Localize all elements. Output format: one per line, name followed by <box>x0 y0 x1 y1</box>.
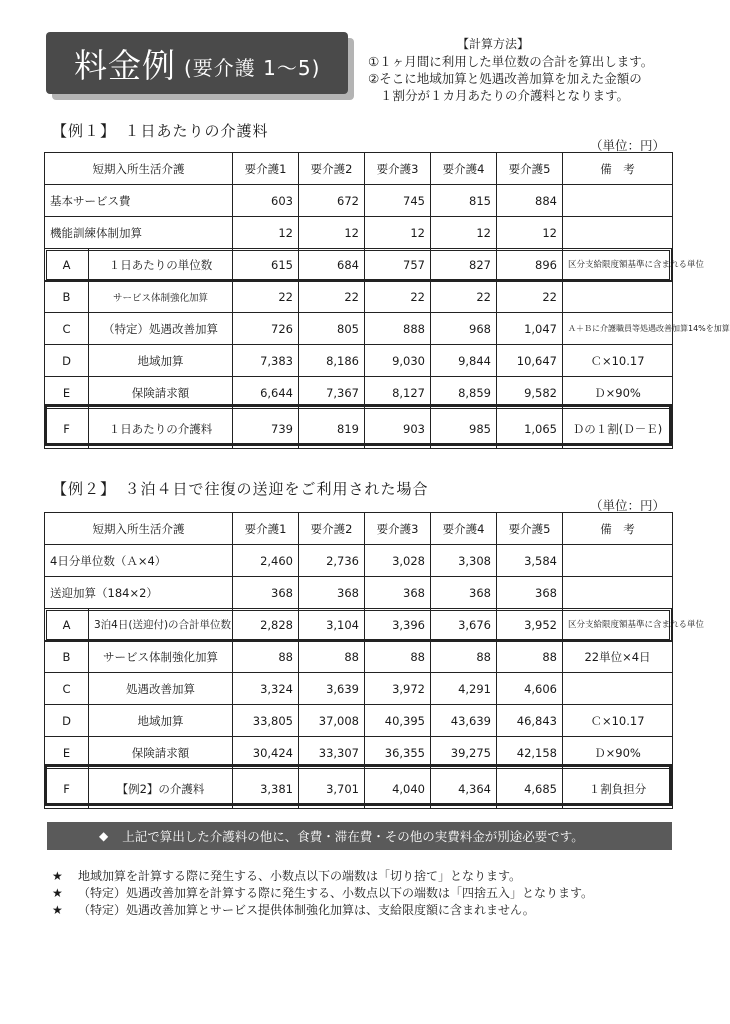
column-header: 要介護5 <box>497 153 563 185</box>
cell-value: 33,805 <box>233 705 299 737</box>
table-row <box>45 609 673 641</box>
cell-value: 88 <box>497 641 563 673</box>
row-code: D <box>45 345 89 377</box>
row-label: 地域加算 <box>89 345 233 377</box>
row-label: 【例2】の介護料 <box>89 769 233 809</box>
row-note <box>563 185 673 217</box>
table-row <box>45 313 673 345</box>
cell-value: 39,275 <box>431 737 497 769</box>
cell-value: 603 <box>233 185 299 217</box>
table-row <box>45 769 673 809</box>
cell-value: 88 <box>365 641 431 673</box>
footnote <box>52 902 593 919</box>
table-row <box>45 673 673 705</box>
footnote-text: （特定）処遇改善加算とサービス提供体制強化加算は、支給限度額に含まれません。 <box>78 903 535 917</box>
cell-value: 368 <box>299 577 365 609</box>
row-note: Ｃ×10.17 <box>563 345 673 377</box>
row-note <box>563 577 673 609</box>
footnote <box>52 868 593 885</box>
column-header: 要介護2 <box>299 153 365 185</box>
row-label: 保険請求額 <box>89 737 233 769</box>
cell-value: 3,308 <box>431 545 497 577</box>
footnote <box>52 885 593 902</box>
example1-table <box>44 152 730 449</box>
row-code: F <box>45 769 89 809</box>
cell-value: 12 <box>233 217 299 249</box>
cell-value: 4,685 <box>497 769 563 809</box>
cell-value: 903 <box>365 409 431 449</box>
cell-value: 4,040 <box>365 769 431 809</box>
row-code: F <box>45 409 89 449</box>
title-main: 料金例 <box>74 45 176 85</box>
column-header: 要介護4 <box>431 153 497 185</box>
column-header: 要介護4 <box>431 513 497 545</box>
column-header: 短期入所生活介護 <box>45 153 233 185</box>
row-label: １日あたりの単位数 <box>89 249 233 281</box>
cell-value: 43,639 <box>431 705 497 737</box>
table-row <box>45 737 673 769</box>
column-header: 短期入所生活介護 <box>45 513 233 545</box>
cell-value: 368 <box>497 577 563 609</box>
row-note: 区分支給限度額基準に含まれる単位 <box>563 249 673 281</box>
table-row <box>45 409 673 449</box>
cell-value: 815 <box>431 185 497 217</box>
cell-value: 3,028 <box>365 545 431 577</box>
row-note <box>563 217 673 249</box>
example1-title: 【例１】 １日あたりの介護料 <box>52 122 269 140</box>
cell-value: 615 <box>233 249 299 281</box>
cell-value: 88 <box>299 641 365 673</box>
cell-value: 3,972 <box>365 673 431 705</box>
cell-value: 7,383 <box>233 345 299 377</box>
calc-heading: 【計算方法】 <box>456 37 529 51</box>
cell-value: 22 <box>431 281 497 313</box>
column-header: 要介護1 <box>233 513 299 545</box>
cell-value: 745 <box>365 185 431 217</box>
star-icon: ★ <box>52 886 63 900</box>
row-note: Ａ＋Ｂに介護職員等処遇改善加算14%を加算 <box>563 313 673 345</box>
cell-value: 37,008 <box>299 705 365 737</box>
row-note: 区分支給限度額基準に含まれる単位 <box>563 609 673 641</box>
column-header: 備 考 <box>563 513 673 545</box>
cell-value: 88 <box>233 641 299 673</box>
cell-value: 22 <box>497 281 563 313</box>
row-note: １割負担分 <box>563 769 673 809</box>
row-code: E <box>45 737 89 769</box>
row-code: E <box>45 377 89 409</box>
cell-value: 2,460 <box>233 545 299 577</box>
row-note <box>563 545 673 577</box>
cell-value: 12 <box>497 217 563 249</box>
cell-value: 2,828 <box>233 609 299 641</box>
row-note: Ｄの１割(Ｄ－Ｅ) <box>563 409 673 449</box>
column-header: 備 考 <box>563 153 673 185</box>
row-code: C <box>45 673 89 705</box>
example2-title: 【例２】 ３泊４日で往復の送迎をご利用された場合 <box>52 480 429 498</box>
cell-value: 757 <box>365 249 431 281</box>
table-row <box>45 577 673 609</box>
row-label: サービス体制強化加算 <box>89 641 233 673</box>
footnote-text: （特定）処遇改善加算を計算する際に発生する、小数点以下の端数は「四捨五入」となります。 <box>78 886 594 900</box>
row-label: 保険請求額 <box>89 377 233 409</box>
cell-value: 4,364 <box>431 769 497 809</box>
table-row <box>45 377 673 409</box>
row-note <box>563 281 673 313</box>
table-header-row <box>45 513 673 545</box>
example2-table <box>44 512 705 809</box>
column-header: 要介護5 <box>497 513 563 545</box>
row-label: 機能訓練体制加算 <box>45 217 233 249</box>
row-label: 基本サービス費 <box>45 185 233 217</box>
cell-value: 805 <box>299 313 365 345</box>
column-header: 要介護3 <box>365 513 431 545</box>
row-code: C <box>45 313 89 345</box>
cell-value: 819 <box>299 409 365 449</box>
cell-value: 672 <box>299 185 365 217</box>
cell-value: 3,952 <box>497 609 563 641</box>
cell-value: 739 <box>233 409 299 449</box>
notice-banner <box>47 822 672 850</box>
row-label: １日あたりの介護料 <box>89 409 233 449</box>
cell-value: 1,065 <box>497 409 563 449</box>
cell-value: 22 <box>233 281 299 313</box>
page-title <box>46 32 348 94</box>
cell-value: 3,324 <box>233 673 299 705</box>
cell-value: 40,395 <box>365 705 431 737</box>
row-code: A <box>45 609 89 641</box>
star-icon: ★ <box>52 869 63 883</box>
cell-value: 7,367 <box>299 377 365 409</box>
cell-value: 22 <box>299 281 365 313</box>
cell-value: 30,424 <box>233 737 299 769</box>
cell-value: 888 <box>365 313 431 345</box>
row-note: Ｄ×90% <box>563 737 673 769</box>
table-row <box>45 345 673 377</box>
cell-value: 36,355 <box>365 737 431 769</box>
table-row <box>45 281 673 313</box>
row-code: B <box>45 281 89 313</box>
row-label: 処遇改善加算 <box>89 673 233 705</box>
row-label: 4日分単位数（Ａ×4） <box>45 545 233 577</box>
title-sub: (要介護 1～5) <box>184 55 321 80</box>
row-label: 送迎加算（184×2） <box>45 577 233 609</box>
cell-value: 33,307 <box>299 737 365 769</box>
table-row <box>45 249 673 281</box>
cell-value: 726 <box>233 313 299 345</box>
table-row <box>45 705 673 737</box>
row-label: 地域加算 <box>89 705 233 737</box>
cell-value: 9,582 <box>497 377 563 409</box>
cell-value: 827 <box>431 249 497 281</box>
cell-value: 9,030 <box>365 345 431 377</box>
star-icon: ★ <box>52 903 63 917</box>
cell-value: 985 <box>431 409 497 449</box>
column-header: 要介護1 <box>233 153 299 185</box>
table-row <box>45 545 673 577</box>
cell-value: 8,859 <box>431 377 497 409</box>
row-code: D <box>45 705 89 737</box>
table-header-row <box>45 153 673 185</box>
example1-unit: （単位：円） <box>590 138 666 153</box>
cell-value: 3,396 <box>365 609 431 641</box>
footnote-text: 地域加算を計算する際に発生する、小数点以下の端数は「切り捨て」となります。 <box>78 869 522 883</box>
cell-value: 3,584 <box>497 545 563 577</box>
table-row <box>45 641 673 673</box>
footnotes <box>52 868 593 919</box>
row-code: A <box>45 249 89 281</box>
cell-value: 42,158 <box>497 737 563 769</box>
cell-value: 10,647 <box>497 345 563 377</box>
cell-value: 8,186 <box>299 345 365 377</box>
table-row <box>45 217 673 249</box>
cell-value: 6,644 <box>233 377 299 409</box>
cell-value: 3,381 <box>233 769 299 809</box>
cell-value: 46,843 <box>497 705 563 737</box>
example2-unit: （単位：円） <box>590 498 666 513</box>
calc-line-2: ②そこに地域加算と処遇改善加算を加えた金額の <box>368 71 642 86</box>
row-label: （特定）処遇改善加算 <box>89 313 233 345</box>
cell-value: 4,606 <box>497 673 563 705</box>
cell-value: 12 <box>431 217 497 249</box>
cell-value: 9,844 <box>431 345 497 377</box>
diamond-icon: ◆ <box>99 829 109 843</box>
row-code: B <box>45 641 89 673</box>
cell-value: 684 <box>299 249 365 281</box>
cell-value: 368 <box>431 577 497 609</box>
row-label: 3泊4日(送迎付)の合計単位数 <box>89 609 233 641</box>
calc-line-3: １割分が１カ月あたりの介護料となります。 <box>380 88 630 103</box>
column-header: 要介護2 <box>299 513 365 545</box>
cell-value: 368 <box>233 577 299 609</box>
column-header: 要介護3 <box>365 153 431 185</box>
row-note: Ｃ×10.17 <box>563 705 673 737</box>
cell-value: 896 <box>497 249 563 281</box>
cell-value: 3,676 <box>431 609 497 641</box>
cell-value: 12 <box>299 217 365 249</box>
table-row <box>45 185 673 217</box>
row-note <box>563 673 673 705</box>
cell-value: 884 <box>497 185 563 217</box>
cell-value: 88 <box>431 641 497 673</box>
row-note: Ｄ×90% <box>563 377 673 409</box>
cell-value: 3,701 <box>299 769 365 809</box>
banner-text: 上記で算出した介護料の他に、食費・滞在費・その他の実費料金が別途必要です。 <box>122 829 584 844</box>
cell-value: 12 <box>365 217 431 249</box>
cell-value: 3,639 <box>299 673 365 705</box>
cell-value: 1,047 <box>497 313 563 345</box>
cell-value: 368 <box>365 577 431 609</box>
cell-value: 968 <box>431 313 497 345</box>
calc-line-1: ①１ヶ月間に利用した単位数の合計を算出します。 <box>368 54 654 69</box>
cell-value: 3,104 <box>299 609 365 641</box>
cell-value: 8,127 <box>365 377 431 409</box>
cell-value: 2,736 <box>299 545 365 577</box>
cell-value: 22 <box>365 281 431 313</box>
row-label: サービス体制強化加算 <box>89 281 233 313</box>
row-note: 22単位×4日 <box>563 641 673 673</box>
cell-value: 4,291 <box>431 673 497 705</box>
calc-method <box>368 36 708 104</box>
